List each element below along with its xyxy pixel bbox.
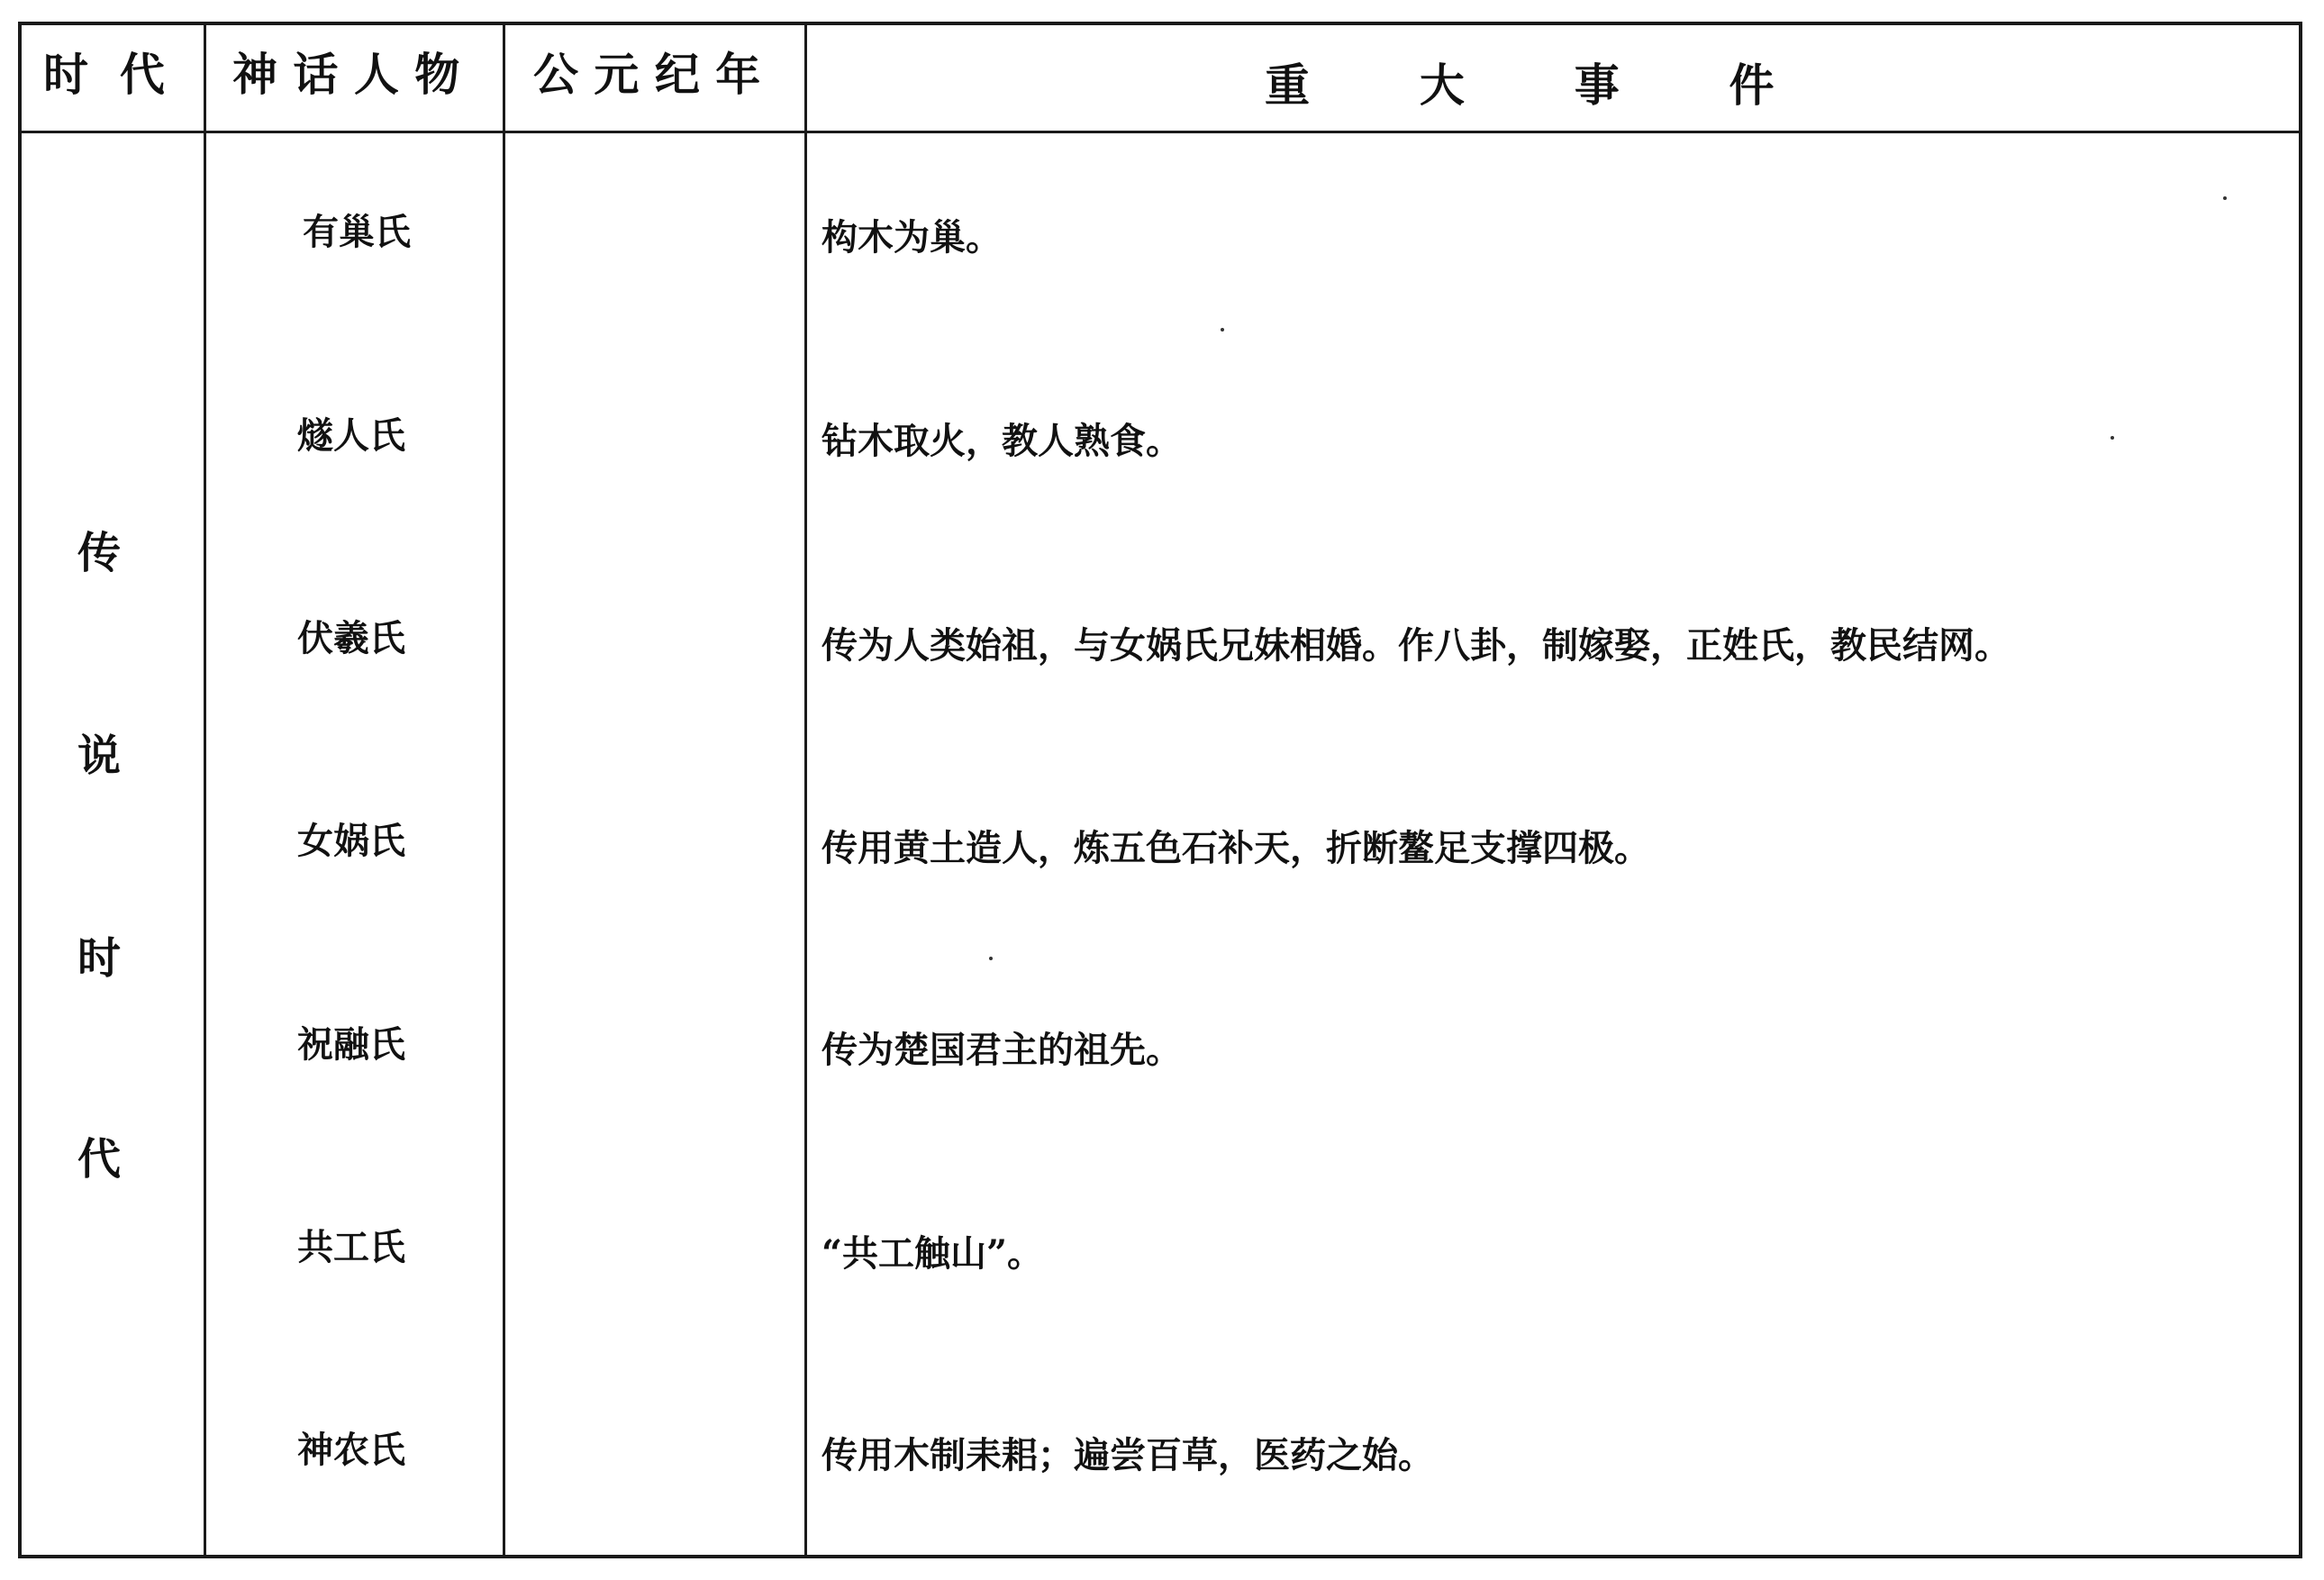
- figure-name: 有巢氏: [303, 211, 411, 253]
- header-figure: 神 话 人 物: [232, 48, 460, 101]
- figure-name: 伏羲氏: [297, 617, 405, 659]
- scan-speck: [2223, 196, 2227, 200]
- event-text: 传用黄土造人，炼五色石补天，折断鳌足支撑四极。: [822, 827, 1650, 869]
- figure-name: 共工氏: [297, 1226, 405, 1268]
- figure-name: 女娲氏: [297, 820, 405, 862]
- column-divider-era: [204, 22, 206, 1558]
- header-divider: [18, 131, 2302, 133]
- header-era: 时 代: [43, 48, 165, 101]
- scan-speck: [1221, 328, 1224, 331]
- era-label-char: 传: [77, 528, 122, 578]
- event-text: “共工触山”。: [822, 1232, 1044, 1275]
- event-text: 传用木制耒耜；遍尝百草，医药之始。: [822, 1434, 1434, 1476]
- scan-speck: [989, 957, 993, 960]
- event-text: 传为楚国君主的祖先。: [822, 1029, 1182, 1071]
- era-label-char: 代: [77, 1134, 122, 1185]
- event-text: 传为人类始祖，与女娲氏兄妹相婚。作八卦，制嫁娶，正姓氏，教民结网。: [822, 624, 2011, 667]
- figure-name: 燧人氏: [297, 414, 405, 457]
- event-text: 钻木取火，教人熟食。: [822, 420, 1182, 462]
- column-divider-figure: [503, 22, 505, 1558]
- era-label-char: 说: [77, 731, 122, 781]
- era-label-char: 时: [77, 933, 122, 984]
- figure-name: 神农氏: [297, 1429, 405, 1471]
- scan-speck: [2111, 436, 2114, 440]
- event-text: 构木为巢。: [822, 216, 1002, 259]
- figure-name: 祝融氏: [297, 1023, 405, 1066]
- header-year: 公 元 纪 年: [533, 48, 761, 101]
- column-divider-year: [804, 22, 807, 1558]
- header-event: 重 大 事 件: [1265, 59, 1775, 112]
